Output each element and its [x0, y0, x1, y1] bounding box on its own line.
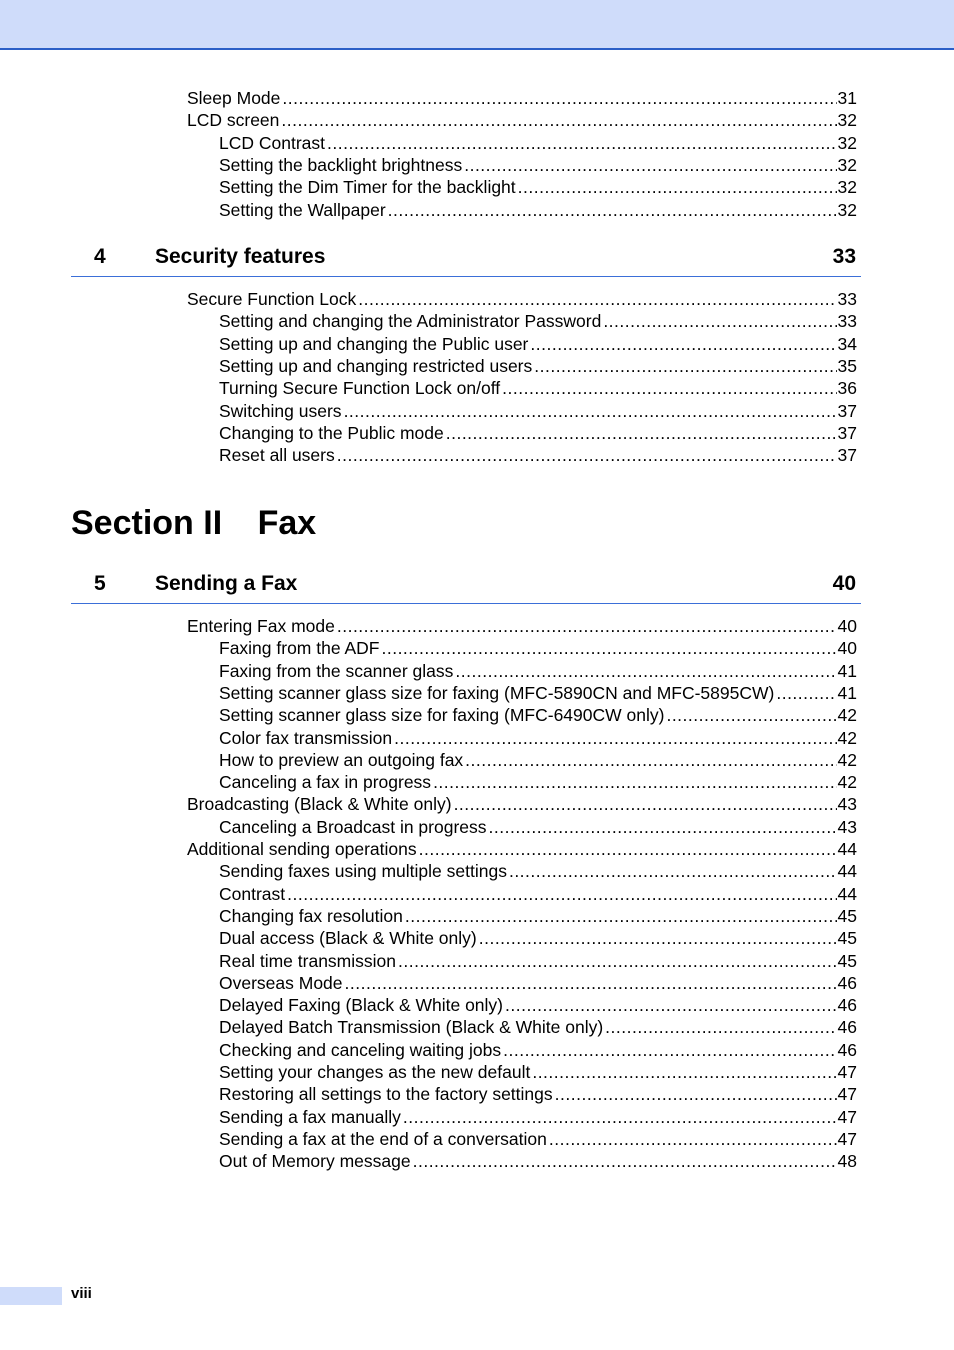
toc-entry-title: Restoring all settings to the factory settings: [219, 1084, 553, 1105]
toc-entry-title: Sending a fax at the end of a conversation: [219, 1128, 547, 1149]
toc-entry[interactable]: [219, 310, 857, 332]
toc-entry[interactable]: [219, 994, 857, 1016]
toc-entry-title: Overseas Mode: [219, 972, 343, 993]
toc-entry-page: 35: [837, 355, 857, 376]
toc-entry-page: 42: [837, 705, 857, 726]
section-title: Fax: [257, 504, 317, 542]
toc-entry-page: 37: [837, 445, 857, 466]
toc-entry[interactable]: [219, 905, 857, 927]
dot-leader: [489, 816, 837, 838]
dot-leader: [398, 950, 837, 972]
toc-entry-page: 32: [837, 199, 857, 220]
section-label: Section II: [71, 504, 223, 542]
toc-entry[interactable]: [219, 132, 857, 154]
toc-entry-page: 37: [837, 400, 857, 421]
dot-leader: [454, 793, 837, 815]
toc-entry-title: Changing fax resolution: [219, 905, 403, 926]
toc-entry[interactable]: [219, 1016, 857, 1038]
chapter-4-heading[interactable]: [71, 242, 861, 277]
toc-entry-title: Turning Secure Function Lock on/off: [219, 378, 501, 399]
toc-entry-page: 40: [837, 638, 857, 659]
toc-entry[interactable]: [219, 950, 857, 972]
toc-entry[interactable]: [187, 109, 857, 131]
toc-entry[interactable]: [219, 637, 857, 659]
toc-entry[interactable]: [219, 927, 857, 949]
toc-entry-title: Sleep Mode: [187, 88, 281, 108]
dot-leader: [405, 905, 837, 927]
chapter-page: 40: [832, 572, 856, 595]
dot-leader: [555, 1083, 837, 1105]
toc-entry-title: Secure Function Lock: [187, 289, 357, 309]
dot-leader: [503, 1039, 836, 1061]
dot-leader: [605, 1016, 836, 1038]
chapter-5-heading[interactable]: [71, 569, 861, 604]
toc-entry-title: Changing to the Public mode: [219, 422, 444, 443]
header-band: [0, 0, 954, 50]
toc-entry-page: 31: [837, 88, 857, 108]
dot-leader: [403, 1106, 837, 1128]
dot-leader: [509, 860, 837, 882]
toc-entry[interactable]: [219, 422, 857, 444]
toc-entry[interactable]: [219, 771, 857, 793]
toc-entry-title: LCD Contrast: [219, 132, 326, 153]
dot-leader: [455, 660, 836, 682]
chapter-title: Sending a Fax: [155, 572, 298, 595]
dot-leader: [534, 355, 836, 377]
toc-entry-page: 42: [837, 727, 857, 748]
dot-leader: [358, 288, 836, 310]
toc-entry-page: 34: [837, 333, 857, 354]
toc-entry-title: Entering Fax mode: [187, 616, 335, 636]
dot-leader: [287, 883, 836, 905]
chapter-number: 4: [94, 245, 106, 268]
dot-leader: [465, 749, 836, 771]
toc-entry-page: 44: [837, 861, 857, 882]
dot-leader: [337, 615, 837, 637]
dot-leader: [344, 400, 837, 422]
toc-entry-title: Additional sending operations: [187, 839, 417, 859]
dot-leader: [505, 994, 837, 1016]
toc-entry-title: Sending a fax manually: [219, 1106, 401, 1127]
toc-entry[interactable]: [187, 838, 857, 860]
toc-entry[interactable]: [219, 1106, 857, 1128]
dot-leader: [479, 927, 837, 949]
toc-entry-title: Setting up and changing the Public user: [219, 333, 529, 354]
toc-entry-title: Setting the backlight brightness: [219, 154, 463, 175]
toc-entry-page: 45: [837, 950, 857, 971]
dot-leader: [419, 838, 837, 860]
toc-entry-page: 33: [837, 311, 857, 332]
toc-entry-page: 43: [837, 794, 857, 815]
toc-entry[interactable]: [219, 1150, 857, 1172]
toc-entry[interactable]: [219, 1061, 857, 1083]
toc-entry[interactable]: [187, 87, 857, 109]
dot-leader: [666, 704, 836, 726]
toc-entry[interactable]: [219, 860, 857, 882]
toc-entry-title: Faxing from the ADF: [219, 638, 380, 659]
toc-entry-page: 47: [837, 1062, 857, 1082]
toc-entry-page: 47: [837, 1084, 857, 1105]
dot-leader: [337, 444, 837, 466]
toc-entry-title: Checking and canceling waiting jobs: [219, 1039, 502, 1060]
toc-entry-page: 45: [837, 928, 857, 949]
toc-entry-page: 37: [837, 422, 857, 443]
toc-entry-title: Reset all users: [219, 445, 335, 466]
chapter-title: Security features: [155, 245, 326, 268]
toc-entry[interactable]: [219, 660, 857, 682]
toc-entry[interactable]: [219, 727, 857, 749]
toc-entry-page: 46: [837, 1039, 857, 1060]
toc-entry-page: 41: [837, 660, 857, 681]
toc-entry-title: Setting scanner glass size for faxing (MFC-5890CN and MFC-5895CW): [219, 682, 775, 703]
dot-leader: [281, 109, 836, 131]
toc-entry-title: Switching users: [219, 400, 342, 421]
chapter-number: 5: [94, 572, 106, 595]
toc-entry[interactable]: [219, 154, 857, 176]
toc-entry-title: Setting and changing the Administrator Password: [219, 311, 602, 332]
dot-leader: [603, 310, 836, 332]
toc-entry-title: Contrast: [219, 883, 286, 904]
toc-entry-title: Setting the Wallpaper: [219, 199, 386, 220]
toc-entry[interactable]: [219, 816, 857, 838]
dot-leader: [502, 377, 836, 399]
toc-entry-title: Color fax transmission: [219, 727, 393, 748]
toc-entry-page: 44: [837, 883, 857, 904]
toc-entry-page: 32: [837, 110, 857, 131]
dot-leader: [388, 199, 837, 221]
toc-entry-title: Out of Memory message: [219, 1151, 411, 1172]
toc-entry[interactable]: [219, 333, 857, 355]
toc-entry-page: 32: [837, 154, 857, 175]
toc-entry[interactable]: [219, 1039, 857, 1061]
dot-leader: [518, 176, 837, 198]
toc-entry-title: Canceling a fax in progress: [219, 772, 432, 793]
toc-entry-title: LCD screen: [187, 110, 280, 131]
toc-entry-title: Delayed Batch Transmission (Black & White only): [219, 1017, 604, 1038]
toc-entry[interactable]: [219, 682, 857, 704]
toc-entry[interactable]: [219, 444, 857, 466]
toc-entry-page: 46: [837, 995, 857, 1016]
toc-entry-title: Delayed Faxing (Black & White only): [219, 995, 503, 1016]
toc-entry[interactable]: [187, 288, 857, 310]
toc-entry-page: 33: [837, 289, 857, 309]
dot-leader: [549, 1128, 837, 1150]
toc-entry-title: Real time transmission: [219, 950, 396, 971]
dot-leader: [776, 682, 836, 704]
dot-leader: [345, 972, 837, 994]
toc-entry[interactable]: [219, 972, 857, 994]
toc-entry-page: 44: [837, 839, 857, 859]
toc-entry-page: 47: [837, 1106, 857, 1127]
dot-leader: [282, 87, 836, 109]
toc-entry[interactable]: [219, 704, 857, 726]
toc-entry[interactable]: [219, 749, 857, 771]
toc-entry[interactable]: [219, 377, 857, 399]
dot-leader: [413, 1150, 837, 1172]
toc-entry[interactable]: [219, 883, 857, 905]
toc-entry[interactable]: [219, 1083, 857, 1105]
toc-entry-page: 45: [837, 905, 857, 926]
dot-leader: [381, 637, 836, 659]
toc-entry[interactable]: [219, 355, 857, 377]
chapter-page: 33: [832, 245, 856, 268]
toc-entry[interactable]: [187, 615, 857, 637]
toc-entry-page: 48: [837, 1151, 857, 1172]
toc-entry-page: 32: [837, 132, 857, 153]
toc-entry-page: 40: [837, 616, 857, 636]
toc-entry-title: Setting the Dim Timer for the backlight: [219, 177, 516, 198]
toc-entry-title: How to preview an outgoing fax: [219, 749, 464, 770]
dot-leader: [530, 333, 836, 355]
toc-entry-page: 46: [837, 1017, 857, 1038]
toc-entry[interactable]: [219, 1128, 857, 1150]
toc-entry-title: Faxing from the scanner glass: [219, 660, 454, 681]
dot-leader: [394, 727, 836, 749]
toc-entry-title: Sending faxes using multiple settings: [219, 861, 507, 882]
toc-entry[interactable]: [187, 793, 857, 815]
footer-band: [0, 1287, 62, 1305]
toc-entry-page: 36: [837, 378, 857, 399]
dot-leader: [446, 422, 837, 444]
toc-entry-page: 43: [837, 816, 857, 837]
toc-entry-page: 47: [837, 1128, 857, 1149]
dot-leader: [464, 154, 836, 176]
toc-entry-title: Setting scanner glass size for faxing (MFC-6490CW only): [219, 705, 665, 726]
toc-entry-title: Canceling a Broadcast in progress: [219, 816, 487, 837]
toc-entry-page: 42: [837, 749, 857, 770]
page-number: viii: [71, 1285, 92, 1302]
section-heading: [71, 500, 316, 546]
toc-entry-page: 42: [837, 772, 857, 793]
toc-entry-title: Dual access (Black & White only): [219, 928, 477, 949]
toc-entry-title: Setting your changes as the new default: [219, 1062, 531, 1082]
toc-entry-page: 41: [837, 682, 857, 703]
toc-entry-page: 32: [837, 177, 857, 198]
dot-leader: [532, 1061, 836, 1083]
dot-leader: [433, 771, 836, 793]
toc-entry-page: 46: [837, 972, 857, 993]
toc-entry[interactable]: [219, 400, 857, 422]
toc-entry[interactable]: [219, 199, 857, 221]
dot-leader: [327, 132, 837, 154]
toc-entry-title: Setting up and changing restricted users: [219, 355, 533, 376]
toc-entry[interactable]: [219, 176, 857, 198]
toc-entry-title: Broadcasting (Black & White only): [187, 794, 452, 815]
